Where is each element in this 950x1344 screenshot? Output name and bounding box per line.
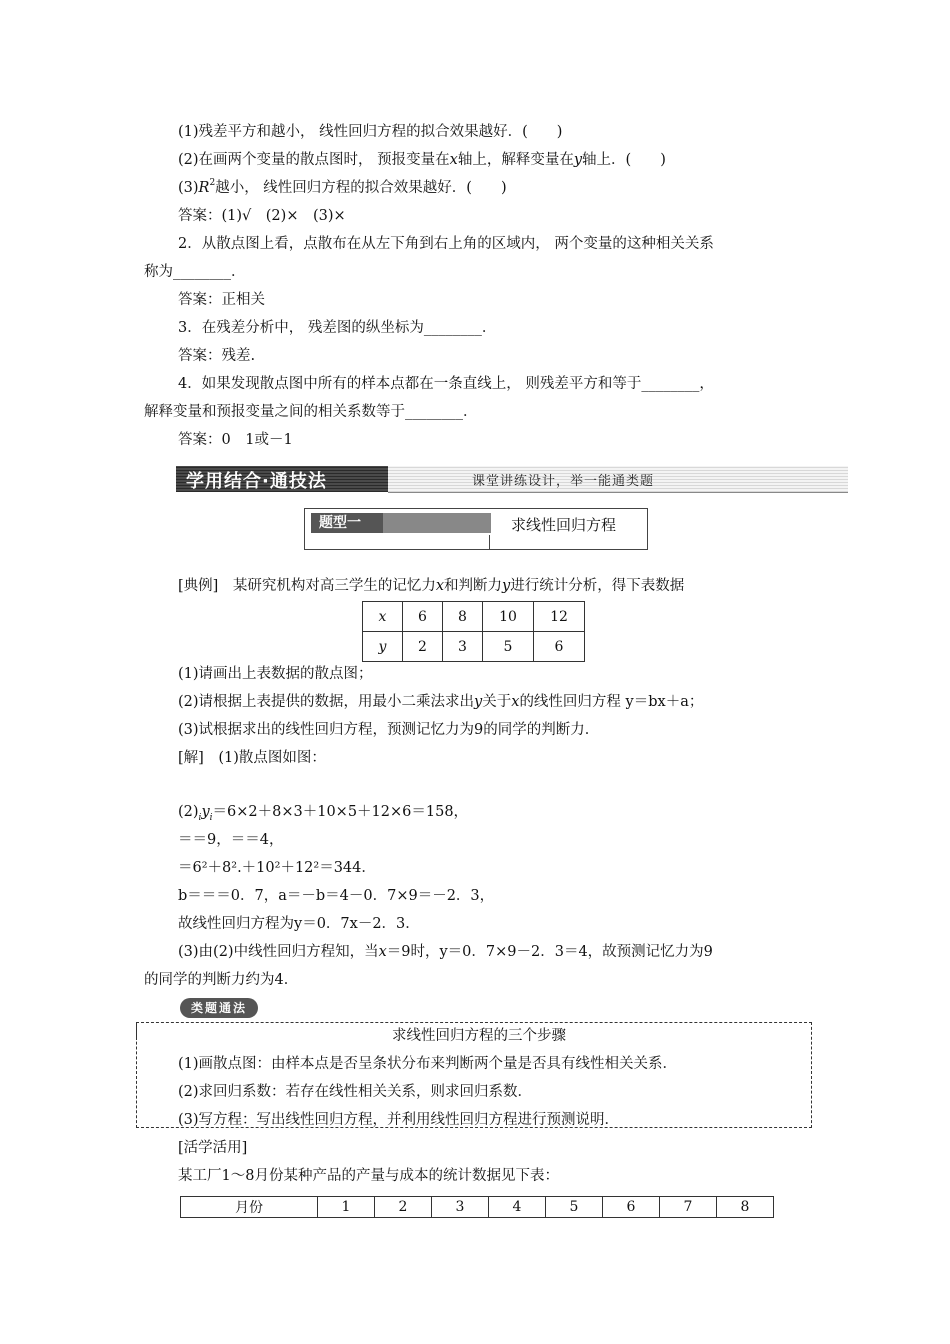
example-intro-b: 和判断力 <box>444 578 502 594</box>
question-type-title: 求线性回归方程 <box>511 516 617 534</box>
method-badge: 类题通法 <box>180 998 258 1018</box>
example-intro <box>178 576 684 596</box>
table-row-header: y <box>363 632 403 662</box>
question-type-label-text: 题型一 <box>319 515 361 531</box>
table-cell: 10 <box>483 602 534 632</box>
question-2-line-1: 2．从散点图上看，点散布在从左下角到右上角的区域内， 两个变量的这种相关关系 <box>178 236 714 252</box>
question-type-label <box>311 513 491 533</box>
table-cell: 6 <box>534 632 585 662</box>
var-x: x <box>449 152 458 168</box>
example-part-3: (3)试根据求出的线性回归方程，预测记忆力为9的同学的判断力． <box>178 722 600 738</box>
judge-question-3-num: (3) <box>178 180 199 196</box>
example-part-1: (1)请画出上表数据的散点图； <box>178 666 373 682</box>
table-row-header: x <box>363 602 403 632</box>
solution-line-3: ＝6²＋8².＋10²＋12²＝344． <box>178 860 376 876</box>
example-part-2-a: (2)请根据上表提供的数据，用最小二乘法求出 <box>178 694 475 710</box>
subscript-i: i <box>209 812 213 823</box>
var-y: y <box>474 694 483 710</box>
method-box-corner <box>136 1022 138 1040</box>
var-y: y <box>201 804 210 820</box>
table-cell: 7 <box>660 1197 717 1218</box>
var-x: x <box>435 578 444 594</box>
table-cell: 12 <box>534 602 585 632</box>
method-title: 求线性回归方程的三个步骤 <box>392 1028 566 1044</box>
table-row <box>363 632 585 662</box>
question-4-line-1: 4．如果发现散点图中所有的样本点都在一条直线上， 则残差平方和等于________， <box>178 376 714 392</box>
practice-table <box>180 1196 774 1218</box>
example-part-2 <box>178 692 703 712</box>
solution-intro: [解] (1)散点图如图： <box>178 750 326 766</box>
question-type-divider <box>489 535 490 549</box>
solution-line-4: b＝＝＝0．7，a＝－b＝4－0．7×9＝－2．3， <box>178 888 495 904</box>
judge-question-3-text: 越小， 线性回归方程的拟合效果越好．( ) <box>215 180 507 196</box>
example-intro-c: 进行统计分析，得下表数据 <box>510 578 685 594</box>
solution-line-5: 故线性回归方程为y＝0．7x－2．3． <box>178 916 420 932</box>
question-3-answer: 答案：残差. <box>178 348 256 364</box>
judge-question-2-end: 轴上．( ) <box>582 152 666 168</box>
table-cell: 3 <box>432 1197 489 1218</box>
banner-subtitle: 课堂讲练设计，举一能通类题 <box>472 474 655 489</box>
solution-line-1-text: ＝6×2＋8×3＋10×5＋12×6＝158， <box>212 804 469 820</box>
var-R: R <box>198 180 210 196</box>
var-y: y <box>573 152 583 168</box>
judge-question-2-text: (2)在画两个变量的散点图时， 预报变量在 <box>178 152 450 168</box>
banner-title: 学用结合·通技法 <box>186 471 327 492</box>
var-x: x <box>378 944 387 960</box>
table-cell: 2 <box>375 1197 432 1218</box>
judge-question-1: (1)残差平方和越小， 线性回归方程的拟合效果越好．( ) <box>178 124 563 140</box>
example-part-2-b: 关于 <box>482 694 512 710</box>
table-cell: 8 <box>717 1197 774 1218</box>
question-4-line-2: 解释变量和预报变量之间的相关系数等于________． <box>144 404 478 420</box>
banner-rule <box>388 492 848 493</box>
solution-line-7: 的同学的判断力约为4． <box>144 972 299 988</box>
practice-text: 某工厂1～8月份某种产品的产量与成本的统计数据见下表： <box>178 1168 559 1184</box>
table-cell: 3 <box>443 632 483 662</box>
solution-line-6-a: (3)由(2)中线性回归方程知，当 <box>178 944 379 960</box>
table-cell: 1 <box>318 1197 375 1218</box>
table-row <box>363 602 585 632</box>
example-intro-a: [典例] 某研究机构对高三学生的记忆力 <box>178 578 436 594</box>
question-2-line-2: 称为________． <box>144 264 246 280</box>
question-type-box <box>304 508 648 550</box>
section-banner <box>176 466 848 494</box>
table-cell: 4 <box>489 1197 546 1218</box>
table-row <box>181 1197 774 1218</box>
var-y: y <box>502 578 511 594</box>
judge-question-2-mid: 轴上，解释变量在 <box>457 152 574 168</box>
question-3-line-1: 3．在残差分析中， 残差图的纵坐标为________． <box>178 320 497 336</box>
solution-line-6 <box>178 942 713 962</box>
judge-question-2 <box>178 150 666 170</box>
example-part-2-c: 的线性回归方程 y＝bx＋a； <box>519 694 704 710</box>
solution-line-1 <box>178 802 468 823</box>
table-cell: 2 <box>403 632 443 662</box>
question-4-answer: 答案：0 1或－1 <box>178 432 293 448</box>
solution-line-1-num: (2) <box>178 804 199 820</box>
method-step-3: (3)写方程：写出线性回归方程，并利用线性回归方程进行预测说明． <box>178 1112 620 1128</box>
table-row-header: 月份 <box>181 1197 318 1218</box>
subscript-i: i <box>198 812 202 823</box>
table-cell: 5 <box>483 632 534 662</box>
table-cell: 5 <box>546 1197 603 1218</box>
solution-line-2: ＝＝9，＝＝4， <box>178 832 284 848</box>
judge-answer: 答案：(1)√ (2)× (3)× <box>178 208 346 224</box>
var-x: x <box>511 694 520 710</box>
superscript-2: 2 <box>209 178 216 188</box>
practice-label: [活学活用] <box>178 1140 248 1156</box>
table-cell: 6 <box>403 602 443 632</box>
method-step-1: (1)画散点图：由样本点是否呈条状分布来判断两个量是否具有线性相关关系． <box>178 1056 678 1072</box>
judge-question-3 <box>178 178 507 198</box>
table-cell: 8 <box>443 602 483 632</box>
method-step-2: (2)求回归系数：若存在线性相关关系，则求回归系数． <box>178 1084 533 1100</box>
question-2-answer: 答案：正相关 <box>178 292 265 308</box>
table-cell: 6 <box>603 1197 660 1218</box>
example-data-table <box>362 601 585 662</box>
solution-line-6-b: ＝9时，y＝0．7×9－2．3＝4，故预测记忆力为9 <box>386 944 713 960</box>
